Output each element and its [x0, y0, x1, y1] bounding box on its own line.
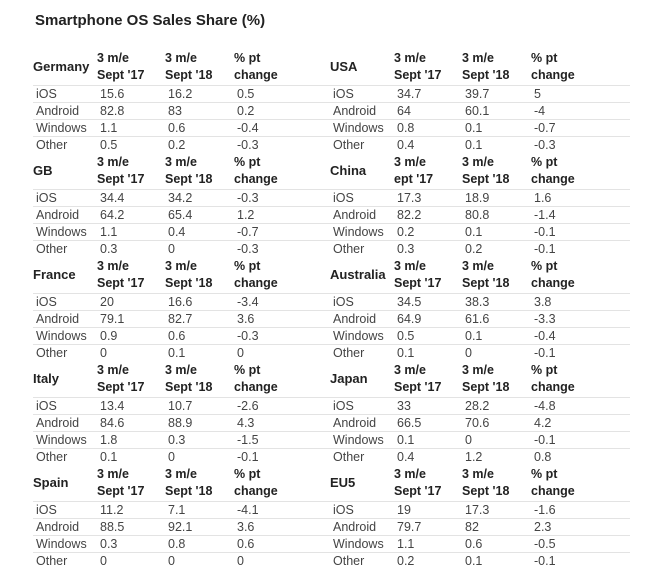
row-label: Other: [36, 450, 68, 464]
column-header: 3 m/e: [462, 51, 494, 65]
country-name: China: [330, 163, 367, 178]
cell-value: -0.1: [534, 554, 556, 568]
cell-value: 0: [168, 554, 175, 568]
cell-value: 0.3: [397, 242, 415, 256]
row-label: iOS: [333, 503, 354, 517]
column-header: 3 m/e: [462, 363, 494, 377]
column-header: 3 m/e: [394, 259, 426, 273]
cell-value: -0.3: [237, 242, 259, 256]
cell-value: -0.1: [534, 225, 556, 239]
cell-value: 0.3: [100, 537, 118, 551]
column-header: 3 m/e: [165, 259, 197, 273]
column-header: Sept '18: [165, 484, 213, 498]
table-header: [33, 362, 333, 397]
table-row: [33, 136, 333, 154]
cell-value: 0.8: [534, 450, 552, 464]
cell-value: 0.4: [397, 450, 415, 464]
table-row: [330, 344, 630, 362]
table-row: [330, 119, 630, 137]
cell-value: -0.5: [534, 537, 556, 551]
column-header: 3 m/e: [165, 51, 197, 65]
table-row: [33, 501, 333, 519]
cell-value: -2.6: [237, 399, 259, 413]
cell-value: 70.6: [465, 416, 490, 430]
cell-value: 11.2: [100, 503, 124, 517]
table-header: [33, 154, 333, 189]
table-row: [33, 552, 333, 570]
table-row: [33, 240, 333, 258]
column-header: 3 m/e: [394, 155, 426, 169]
cell-value: 1.2: [237, 208, 255, 222]
country-table-japan: [330, 362, 630, 467]
table-header: [330, 258, 630, 293]
row-label: Windows: [333, 329, 384, 343]
row-label: Other: [36, 554, 68, 568]
table-header: [330, 362, 630, 397]
country-table-spain: [33, 466, 333, 571]
cell-value: 0.8: [397, 121, 415, 135]
table-header: [33, 50, 333, 85]
column-header: Sept '17: [97, 172, 145, 186]
column-header: 3 m/e: [462, 155, 494, 169]
cell-value: 1.1: [100, 225, 118, 239]
country-table-italy: [33, 362, 333, 467]
country-name: USA: [330, 59, 358, 74]
column-header: Sept '18: [462, 484, 510, 498]
row-label: Windows: [36, 537, 87, 551]
cell-value: 83: [168, 104, 182, 118]
country-name: GB: [33, 163, 53, 178]
country-table-gb: [33, 154, 333, 259]
column-header: Sept '17: [394, 484, 442, 498]
column-header: change: [531, 380, 575, 394]
cell-value: 0.1: [397, 433, 415, 447]
cell-value: 0.1: [465, 554, 483, 568]
row-label: Other: [333, 450, 365, 464]
cell-value: 80.8: [465, 208, 490, 222]
cell-value: 0.4: [168, 225, 186, 239]
table-row: [330, 552, 630, 570]
table-row: [33, 223, 333, 241]
cell-value: 34.2: [168, 191, 193, 205]
column-header: % pt: [531, 155, 558, 169]
cell-value: 82.8: [100, 104, 125, 118]
cell-value: 0.4: [397, 138, 415, 152]
cell-value: 4.3: [237, 416, 255, 430]
cell-value: 17.3: [397, 191, 422, 205]
cell-value: 0: [100, 554, 107, 568]
column-header: Sept '18: [462, 172, 510, 186]
column-header: change: [234, 484, 278, 498]
cell-value: 34.4: [100, 191, 125, 205]
column-header: % pt: [234, 259, 261, 273]
table-row: [330, 85, 630, 103]
country-name: Australia: [330, 267, 386, 282]
cell-value: 0.3: [168, 433, 186, 447]
row-label: Windows: [333, 121, 384, 135]
cell-value: 0.1: [465, 121, 483, 135]
cell-value: 17.3: [465, 503, 490, 517]
country-table-eu5: [330, 466, 630, 571]
column-header: 3 m/e: [97, 155, 129, 169]
page-title: Smartphone OS Sales Share (%): [35, 12, 266, 29]
column-header: 3 m/e: [165, 363, 197, 377]
table-row: [330, 189, 630, 207]
cell-value: 0.5: [100, 138, 118, 152]
cell-value: 88.5: [100, 520, 125, 534]
table-header: [330, 154, 630, 189]
country-name: Germany: [33, 59, 90, 74]
cell-value: 10.7: [168, 399, 193, 413]
column-header: Sept '17: [97, 276, 145, 290]
cell-value: 0.2: [168, 138, 186, 152]
cell-value: -0.3: [237, 138, 259, 152]
cell-value: 79.1: [100, 312, 125, 326]
table-row: [330, 206, 630, 224]
table-row: [33, 518, 333, 536]
cell-value: -4: [534, 104, 546, 118]
column-header: Sept '17: [97, 380, 145, 394]
row-label: Android: [333, 104, 377, 118]
table-header: [330, 50, 630, 85]
cell-value: 39.7: [465, 87, 490, 101]
column-header: 3 m/e: [462, 259, 494, 273]
cell-value: 64.2: [100, 208, 125, 222]
country-name: Italy: [33, 371, 60, 386]
cell-value: 3.6: [237, 520, 255, 534]
row-label: Other: [36, 242, 68, 256]
row-label: Other: [333, 242, 365, 256]
cell-value: 19: [397, 503, 411, 517]
cell-value: 0.2: [237, 104, 255, 118]
cell-value: 0.9: [100, 329, 118, 343]
column-header: change: [531, 68, 575, 82]
cell-value: 0: [237, 346, 244, 360]
cell-value: 0.6: [168, 329, 186, 343]
row-label: Windows: [36, 225, 87, 239]
row-label: Android: [36, 104, 80, 118]
row-label: iOS: [333, 87, 354, 101]
row-label: iOS: [333, 399, 354, 413]
cell-value: 1.6: [534, 191, 552, 205]
cell-value: -0.1: [237, 450, 259, 464]
cell-value: 0.1: [465, 329, 483, 343]
cell-value: 60.1: [465, 104, 490, 118]
table-row: [330, 397, 630, 415]
country-name: Spain: [33, 475, 69, 490]
cell-value: 13.4: [100, 399, 125, 413]
column-header: Sept '18: [462, 380, 510, 394]
cell-value: -0.7: [534, 121, 556, 135]
cell-value: 0: [465, 346, 472, 360]
cell-value: -0.4: [237, 121, 259, 135]
cell-value: 15.6: [100, 87, 125, 101]
column-header: Sept '17: [97, 484, 145, 498]
column-header: Sept '18: [462, 276, 510, 290]
cell-value: 1.1: [100, 121, 118, 135]
cell-value: 0.6: [237, 537, 255, 551]
cell-value: -0.1: [534, 433, 556, 447]
table-row: [330, 535, 630, 553]
row-label: iOS: [36, 399, 57, 413]
table-row: [33, 206, 333, 224]
table-row: [330, 293, 630, 311]
cell-value: 1.1: [397, 537, 415, 551]
row-label: iOS: [36, 191, 57, 205]
column-header: 3 m/e: [97, 467, 129, 481]
column-header: % pt: [531, 363, 558, 377]
cell-value: -0.3: [237, 191, 259, 205]
cell-value: -0.7: [237, 225, 259, 239]
cell-value: 1.8: [100, 433, 118, 447]
column-header: 3 m/e: [97, 363, 129, 377]
row-label: Windows: [36, 433, 87, 447]
country-name: EU5: [330, 475, 356, 490]
column-header: 3 m/e: [394, 467, 426, 481]
table-row: [33, 310, 333, 328]
row-label: Other: [333, 554, 365, 568]
table-row: [33, 448, 333, 466]
row-label: iOS: [36, 295, 57, 309]
cell-value: 88.9: [168, 416, 193, 430]
column-header: 3 m/e: [97, 51, 129, 65]
cell-value: -0.3: [237, 329, 259, 343]
cell-value: 16.6: [168, 295, 193, 309]
table-row: [33, 397, 333, 415]
cell-value: 16.2: [168, 87, 193, 101]
row-label: Android: [36, 208, 80, 222]
row-label: Windows: [333, 225, 384, 239]
column-header: 3 m/e: [165, 467, 197, 481]
column-header: change: [531, 276, 575, 290]
cell-value: 0.1: [465, 225, 483, 239]
country-table-france: [33, 258, 333, 363]
cell-value: 61.6: [465, 312, 490, 326]
row-label: Other: [36, 346, 68, 360]
column-header: % pt: [234, 155, 261, 169]
country-table-germany: [33, 50, 333, 155]
table-row: [33, 189, 333, 207]
table-row: [330, 448, 630, 466]
cell-value: 1.2: [465, 450, 483, 464]
row-label: Windows: [36, 329, 87, 343]
column-header: change: [531, 172, 575, 186]
table-row: [33, 414, 333, 432]
column-header: 3 m/e: [165, 155, 197, 169]
column-header: Sept '18: [165, 68, 213, 82]
cell-value: 0.8: [168, 537, 186, 551]
cell-value: 20: [100, 295, 114, 309]
column-header: change: [234, 276, 278, 290]
table-row: [33, 327, 333, 345]
cell-value: -3.4: [237, 295, 259, 309]
table-row: [33, 119, 333, 137]
row-label: Windows: [36, 121, 87, 135]
cell-value: 7.1: [168, 503, 186, 517]
row-label: Windows: [333, 537, 384, 551]
cell-value: -1.4: [534, 208, 556, 222]
cell-value: 65.4: [168, 208, 193, 222]
cell-value: 82: [465, 520, 479, 534]
cell-value: -4.1: [237, 503, 259, 517]
cell-value: 0.2: [465, 242, 483, 256]
cell-value: 4.2: [534, 416, 552, 430]
table-row: [330, 240, 630, 258]
cell-value: 0: [168, 242, 175, 256]
table-row: [330, 518, 630, 536]
column-header: change: [531, 484, 575, 498]
cell-value: -3.3: [534, 312, 556, 326]
cell-value: 0: [465, 433, 472, 447]
table-row: [33, 85, 333, 103]
cell-value: 0.5: [237, 87, 255, 101]
cell-value: -0.4: [534, 329, 556, 343]
row-label: Android: [333, 416, 377, 430]
country-table-australia: [330, 258, 630, 363]
cell-value: 18.9: [465, 191, 490, 205]
cell-value: 34.5: [397, 295, 422, 309]
column-header: Sept '18: [165, 172, 213, 186]
cell-value: 66.5: [397, 416, 422, 430]
table-row: [330, 136, 630, 154]
cell-value: 0.5: [397, 329, 415, 343]
cell-value: 84.6: [100, 416, 125, 430]
cell-value: 92.1: [168, 520, 193, 534]
cell-value: -0.1: [534, 242, 556, 256]
country-name: France: [33, 267, 76, 282]
row-label: Android: [36, 520, 80, 534]
cell-value: 3.6: [237, 312, 255, 326]
table-row: [33, 431, 333, 449]
table-header: [33, 466, 333, 501]
table-header: [330, 466, 630, 501]
row-label: Other: [333, 138, 365, 152]
table-row: [330, 414, 630, 432]
column-header: Sept '18: [165, 380, 213, 394]
cell-value: 0.2: [397, 554, 415, 568]
row-label: Other: [333, 346, 365, 360]
column-header: 3 m/e: [394, 51, 426, 65]
row-label: Android: [333, 520, 377, 534]
column-header: Sept '17: [394, 276, 442, 290]
cell-value: 64: [397, 104, 411, 118]
column-header: Sept '18: [462, 68, 510, 82]
cell-value: 38.3: [465, 295, 490, 309]
column-header: % pt: [234, 363, 261, 377]
cell-value: 3.8: [534, 295, 552, 309]
cell-value: 0.6: [168, 121, 186, 135]
table-row: [33, 535, 333, 553]
cell-value: 82.7: [168, 312, 193, 326]
cell-value: -4.8: [534, 399, 556, 413]
cell-value: 5: [534, 87, 541, 101]
cell-value: 0.1: [168, 346, 186, 360]
table-row: [330, 431, 630, 449]
row-label: Android: [36, 416, 80, 430]
column-header: 3 m/e: [462, 467, 494, 481]
table-row: [33, 344, 333, 362]
column-header: 3 m/e: [394, 363, 426, 377]
table-row: [330, 501, 630, 519]
cell-value: 0: [100, 346, 107, 360]
cell-value: 0.2: [397, 225, 415, 239]
cell-value: 34.7: [397, 87, 422, 101]
column-header: 3 m/e: [97, 259, 129, 273]
table-row: [330, 223, 630, 241]
row-label: iOS: [333, 295, 354, 309]
row-label: Windows: [333, 433, 384, 447]
cell-value: 82.2: [397, 208, 422, 222]
country-table-china: [330, 154, 630, 259]
row-label: iOS: [36, 503, 57, 517]
cell-value: -1.6: [534, 503, 556, 517]
cell-value: 0.1: [397, 346, 415, 360]
table-row: [33, 293, 333, 311]
column-header: % pt: [234, 467, 261, 481]
cell-value: 28.2: [465, 399, 490, 413]
cell-value: -0.3: [534, 138, 556, 152]
column-header: % pt: [531, 467, 558, 481]
cell-value: 0.6: [465, 537, 483, 551]
cell-value: 0: [168, 450, 175, 464]
column-header: change: [234, 380, 278, 394]
cell-value: 0.3: [100, 242, 118, 256]
row-label: iOS: [333, 191, 354, 205]
table-row: [330, 327, 630, 345]
row-label: Android: [333, 312, 377, 326]
column-header: % pt: [531, 51, 558, 65]
table-row: [33, 102, 333, 120]
row-label: Android: [36, 312, 80, 326]
column-header: ept '17: [394, 172, 434, 186]
column-header: Sept '17: [97, 68, 145, 82]
cell-value: 2.3: [534, 520, 552, 534]
row-label: Android: [333, 208, 377, 222]
cell-value: -1.5: [237, 433, 259, 447]
column-header: Sept '18: [165, 276, 213, 290]
cell-value: 33: [397, 399, 411, 413]
table-header: [33, 258, 333, 293]
column-header: % pt: [531, 259, 558, 273]
cell-value: 0.1: [100, 450, 118, 464]
column-header: Sept '17: [394, 68, 442, 82]
row-label: Other: [36, 138, 68, 152]
table-row: [330, 102, 630, 120]
cell-value: 0: [237, 554, 244, 568]
country-name: Japan: [330, 371, 368, 386]
column-header: % pt: [234, 51, 261, 65]
table-row: [330, 310, 630, 328]
column-header: Sept '17: [394, 380, 442, 394]
column-header: change: [234, 172, 278, 186]
cell-value: 0.1: [465, 138, 483, 152]
row-label: iOS: [36, 87, 57, 101]
cell-value: 64.9: [397, 312, 422, 326]
country-table-usa: [330, 50, 630, 155]
cell-value: 79.7: [397, 520, 422, 534]
cell-value: -0.1: [534, 346, 556, 360]
column-header: change: [234, 68, 278, 82]
